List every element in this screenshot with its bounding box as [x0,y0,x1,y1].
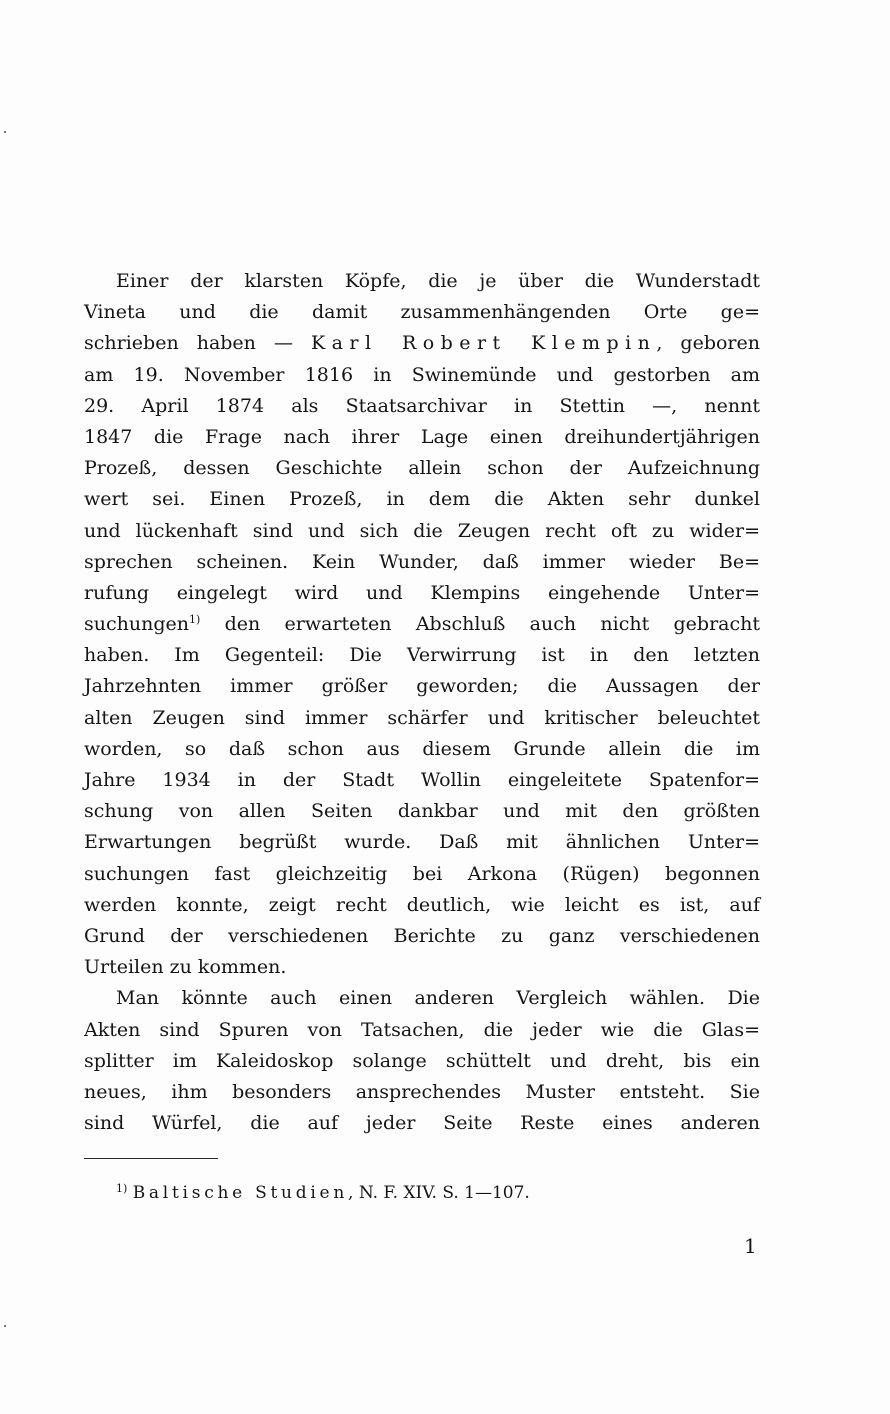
text-line: schung von allen Seiten dankbar und mit den größten [84,800,760,823]
text-line: werden konnte, zeigt recht deutlich, wie leicht es ist, auf [84,893,760,916]
footnote [116,1180,530,1206]
paragraph-1 [84,266,760,983]
footnote-text: , N. F. XIV. S. 1—107. [348,1183,530,1203]
author-name: Karl Robert Klempin [310,332,657,355]
text-line [84,328,760,359]
text-line: Urteilen zu kommen. [84,956,287,979]
text-line: Jahrzehnten immer größer geworden; die Aussagen der [84,675,760,698]
text-line: Man könnte auch einen anderen Vergleich wählen. Die [116,987,760,1010]
text-line: Vineta und die damit zusammenhängenden Orte ge= [84,301,760,324]
text-line: suchungen fast gleichzeitig bei Arkona (Rügen) begonnen [84,862,760,885]
text-line: sprechen scheinen. Kein Wunder, daß immer wieder Be= [84,550,760,573]
text-line: und lückenhaft sind und sich die Zeugen recht oft zu wider= [84,519,760,542]
footnote-marker: 1) [116,1182,128,1195]
text-line: 1847 die Frage nach ihrer Lage einen dreihundertjährigen [84,425,760,448]
text-fragment: den erwarteten Abschluß auch nicht gebracht [200,613,760,636]
text-line: 29. April 1874 als Staatsarchivar in Stettin —, nennt [84,394,760,417]
paragraph-2 [84,983,760,1139]
footnote-reference: 1) [188,613,201,627]
text-line: splitter im Kaleidoskop solange schüttelt und dreht, bis ein [84,1049,760,1072]
text-fragment: schrieben haben — [84,332,311,355]
text-line: alten Zeugen sind immer schärfer und kritischer beleuchtet [84,706,760,729]
text-line: Einer der klarsten Köpfe, die je über die Wunderstadt [116,270,760,292]
text-fragment: suchungen [84,613,189,636]
body-text [84,266,760,1139]
text-line: rufung eingelegt wird und Klempins eingehende Unter= [84,581,760,604]
text-line: sind Würfel, die auf jeder Seite Reste eines anderen [84,1112,760,1135]
footnote-source: Baltische Studien [132,1183,349,1203]
text-line: Akten sind Spuren von Tatsachen, die jeder wie die Glas= [84,1018,760,1041]
text-line: wert sei. Einen Prozeß, in dem die Akten sehr dunkel [84,488,760,511]
page-number: 1 [744,1234,757,1258]
text-line: worden, so daß schon aus diesem Grunde allein die im [84,737,760,760]
text-line: Jahre 1934 in der Stadt Wollin eingeleitete Spatenfor= [84,769,760,791]
text-fragment: , geboren [656,332,760,355]
text-line: Erwartungen begrüßt wurde. Daß mit ähnlichen Unter= [84,831,760,854]
text-line: Grund der verschiedenen Berichte zu ganz verschiedenen [84,924,760,947]
text-line: neues, ihm besonders ansprechendes Muster entsteht. Sie [84,1080,760,1103]
text-line: am 19. November 1816 in Swinemünde und gestorben am [84,363,760,386]
text-line: Prozeß, dessen Geschichte allein schon der Aufzeichnung [84,457,760,480]
scan-edge-mark [4,1325,6,1327]
text-line [84,609,760,640]
text-line: haben. Im Gegenteil: Die Verwirrung ist in den letzten [84,644,760,667]
footnote-divider [84,1158,218,1159]
scan-edge-mark [4,131,6,133]
